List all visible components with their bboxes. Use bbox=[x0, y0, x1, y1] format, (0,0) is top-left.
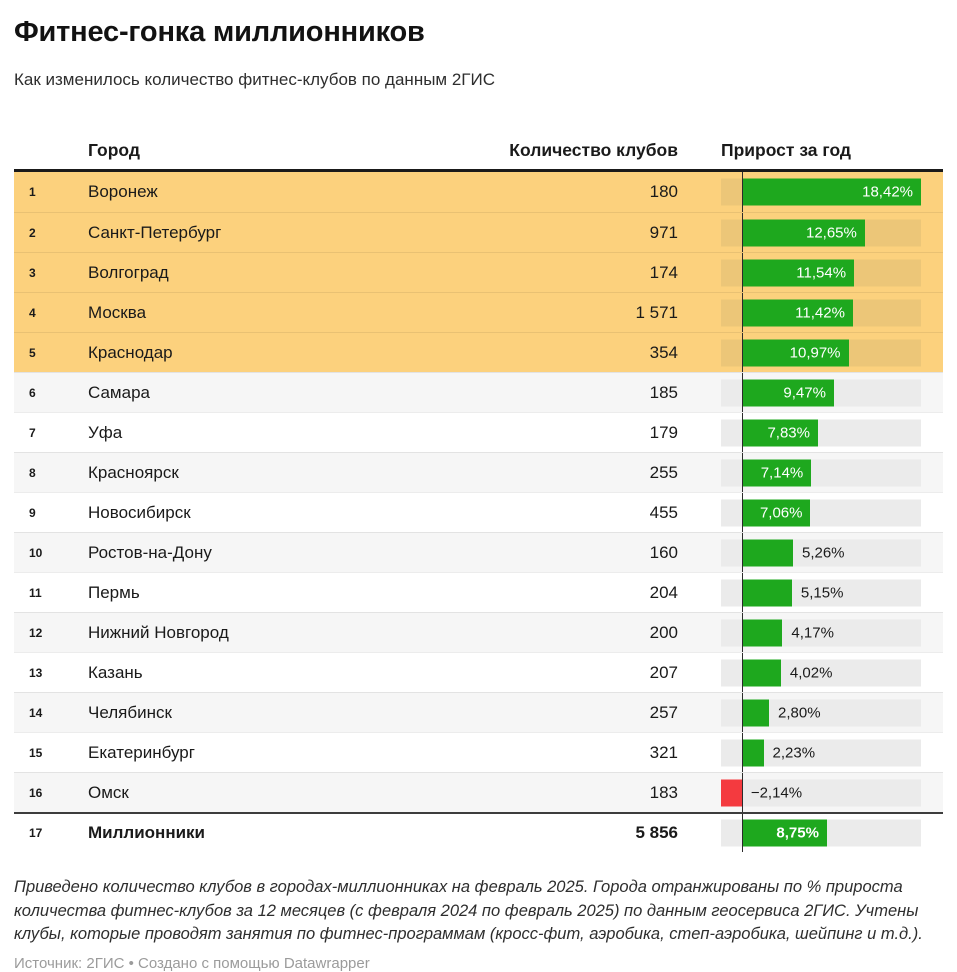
growth-value-label: 2,80% bbox=[778, 704, 821, 722]
growth-value-label: 11,42% bbox=[795, 304, 845, 322]
table-row bbox=[14, 532, 943, 572]
city-cell: Москва bbox=[88, 302, 147, 322]
growth-bar-cell bbox=[721, 653, 943, 692]
table-row bbox=[14, 732, 943, 772]
city-cell: Новосибирск bbox=[88, 502, 191, 522]
growth-value-label: 9,47% bbox=[783, 384, 826, 402]
growth-value-label: 7,83% bbox=[767, 424, 810, 442]
growth-bar-cell bbox=[721, 733, 943, 772]
zero-baseline bbox=[742, 653, 743, 692]
rank-cell: 11 bbox=[29, 585, 42, 600]
table-row bbox=[14, 772, 943, 812]
growth-bar-cell bbox=[721, 253, 943, 292]
growth-value-label: 2,23% bbox=[772, 744, 816, 762]
clubs-count-cell: 180 bbox=[649, 182, 678, 202]
clubs-count-cell: 321 bbox=[649, 742, 678, 762]
clubs-count-cell: 204 bbox=[649, 582, 678, 602]
growth-bar-negative bbox=[721, 779, 742, 806]
city-cell: Екатеринбург bbox=[88, 742, 195, 762]
source-line: Источник: 2ГИС • Создано с помощью Datawrapper bbox=[14, 954, 370, 972]
city-cell: Нижний Новгород bbox=[88, 622, 229, 642]
city-cell: Самара bbox=[88, 382, 150, 402]
zero-baseline bbox=[742, 733, 743, 772]
growth-value-label: 7,14% bbox=[760, 464, 804, 482]
city-cell: Пермь bbox=[88, 582, 140, 602]
growth-value-label: −2,14% bbox=[750, 784, 803, 802]
zero-baseline bbox=[742, 253, 743, 292]
growth-bar-cell bbox=[721, 293, 943, 332]
growth-value-label: 5,26% bbox=[801, 544, 845, 562]
rank-cell: 15 bbox=[29, 745, 43, 760]
zero-baseline bbox=[742, 333, 743, 372]
city-cell: Воронеж bbox=[88, 182, 158, 202]
table-row bbox=[14, 412, 943, 452]
clubs-count-cell: 354 bbox=[649, 342, 678, 362]
city-cell: Казань bbox=[88, 662, 143, 682]
growth-bar-positive bbox=[742, 659, 781, 686]
zero-baseline bbox=[742, 573, 743, 612]
growth-bar-cell bbox=[721, 493, 943, 532]
table-row bbox=[14, 492, 943, 532]
zero-baseline bbox=[742, 493, 743, 532]
rank-cell: 5 bbox=[29, 345, 36, 360]
growth-bar-positive bbox=[742, 739, 764, 766]
city-cell: Омск bbox=[88, 782, 129, 802]
table-row bbox=[14, 812, 943, 852]
column-header-city: Город bbox=[88, 140, 140, 161]
rank-cell: 14 bbox=[29, 705, 43, 720]
rank-cell: 13 bbox=[29, 665, 43, 680]
table-row bbox=[14, 212, 943, 252]
growth-bar-positive bbox=[742, 619, 783, 646]
growth-bar-cell bbox=[721, 573, 943, 612]
table-row bbox=[14, 652, 943, 692]
city-cell: Челябинск bbox=[88, 702, 172, 722]
table-row bbox=[14, 372, 943, 412]
page-title: Фитнес-гонка миллионников bbox=[14, 16, 425, 48]
zero-baseline bbox=[742, 814, 743, 852]
growth-bar-cell bbox=[721, 773, 943, 812]
clubs-count-cell: 174 bbox=[649, 262, 678, 282]
growth-bar-cell bbox=[721, 814, 943, 852]
city-cell: Ростов-на-Дону bbox=[88, 542, 212, 562]
clubs-count-cell: 179 bbox=[649, 422, 678, 442]
table-row bbox=[14, 332, 943, 372]
zero-baseline bbox=[742, 453, 743, 492]
rank-cell: 16 bbox=[29, 785, 43, 800]
city-cell: Красноярск bbox=[88, 462, 179, 482]
clubs-count-cell: 160 bbox=[649, 542, 678, 562]
growth-bar-cell bbox=[721, 172, 943, 212]
clubs-count-cell: 200 bbox=[649, 622, 678, 642]
growth-bar-positive bbox=[742, 539, 793, 566]
column-header-growth: Прирост за год bbox=[721, 140, 852, 161]
rank-cell: 8 bbox=[29, 465, 36, 480]
clubs-count-cell: 5 856 bbox=[635, 823, 678, 843]
zero-baseline bbox=[742, 172, 743, 212]
fitness-clubs-table bbox=[14, 125, 943, 852]
page-subtitle: Как изменилось количество фитнес-клубов по данным 2ГИС bbox=[14, 70, 495, 90]
clubs-count-cell: 257 bbox=[649, 702, 678, 722]
growth-value-label: 11,54% bbox=[796, 264, 847, 282]
growth-bar-cell bbox=[721, 413, 943, 452]
zero-baseline bbox=[742, 293, 743, 332]
growth-bar-cell bbox=[721, 333, 943, 372]
rank-cell: 3 bbox=[29, 265, 36, 280]
city-cell: Миллионники bbox=[88, 823, 205, 843]
zero-baseline bbox=[742, 693, 743, 732]
clubs-count-cell: 185 bbox=[649, 382, 678, 402]
clubs-count-cell: 255 bbox=[649, 462, 678, 482]
table-row bbox=[14, 252, 943, 292]
city-cell: Уфа bbox=[88, 422, 123, 442]
rank-cell: 6 bbox=[29, 385, 36, 400]
rank-cell: 9 bbox=[29, 505, 36, 520]
zero-baseline bbox=[742, 533, 743, 572]
growth-value-label: 4,17% bbox=[791, 624, 834, 642]
clubs-count-cell: 1 571 bbox=[635, 302, 678, 322]
city-cell: Санкт-Петербург bbox=[88, 222, 222, 242]
footnote: Приведено количество клубов в городах-миллионниках на февраль 2025. Города отранжированы по % прироста количества фитнес-клубов за 12 месяцев (с февраля 2024 по февраль 2025) по данным геосервиса 2ГИС. Учтены клубы, которые проводят занятия по фитнес-программам (кросс-фит, аэробика, степ-аэробика, шейпинг и т.д.). bbox=[14, 878, 923, 944]
growth-bar-cell bbox=[721, 213, 943, 252]
growth-bar-positive bbox=[742, 699, 769, 726]
table-row bbox=[14, 172, 943, 212]
rank-cell: 7 bbox=[29, 425, 36, 440]
growth-value-label: 4,02% bbox=[789, 664, 833, 682]
clubs-count-cell: 207 bbox=[649, 662, 678, 682]
table-body bbox=[14, 172, 943, 852]
growth-value-label: 5,15% bbox=[800, 584, 844, 602]
growth-bar-cell bbox=[721, 453, 943, 492]
table-row bbox=[14, 612, 943, 652]
table-row bbox=[14, 292, 943, 332]
zero-baseline bbox=[742, 213, 743, 252]
zero-baseline bbox=[742, 773, 743, 812]
rank-cell: 2 bbox=[29, 225, 36, 240]
rank-cell: 10 bbox=[29, 545, 43, 560]
city-cell: Краснодар bbox=[88, 342, 173, 362]
table-row bbox=[14, 572, 943, 612]
zero-baseline bbox=[742, 613, 743, 652]
growth-bar-positive bbox=[742, 579, 792, 606]
zero-baseline bbox=[742, 373, 743, 412]
zero-baseline bbox=[742, 413, 743, 452]
column-header-clubs: Количество клубов bbox=[509, 140, 678, 161]
clubs-count-cell: 455 bbox=[649, 502, 678, 522]
table-row bbox=[14, 452, 943, 492]
rank-cell: 17 bbox=[29, 826, 43, 841]
rank-cell: 4 bbox=[29, 305, 36, 320]
growth-bar-cell bbox=[721, 693, 943, 732]
city-cell: Волгоград bbox=[88, 262, 169, 282]
growth-bar-cell bbox=[721, 533, 943, 572]
growth-bar-cell bbox=[721, 373, 943, 412]
growth-value-label: 12,65% bbox=[805, 224, 857, 242]
table-header-row bbox=[14, 125, 943, 172]
clubs-count-cell: 183 bbox=[649, 782, 678, 802]
growth-value-label: 18,42% bbox=[862, 183, 913, 201]
growth-value-label: 7,06% bbox=[759, 504, 803, 522]
table-row bbox=[14, 692, 943, 732]
clubs-count-cell: 971 bbox=[649, 222, 678, 242]
growth-value-label: 8,75% bbox=[776, 824, 819, 842]
rank-cell: 1 bbox=[29, 185, 36, 200]
growth-bar-cell bbox=[721, 613, 943, 652]
growth-value-label: 10,97% bbox=[789, 344, 841, 362]
rank-cell: 12 bbox=[29, 625, 43, 640]
